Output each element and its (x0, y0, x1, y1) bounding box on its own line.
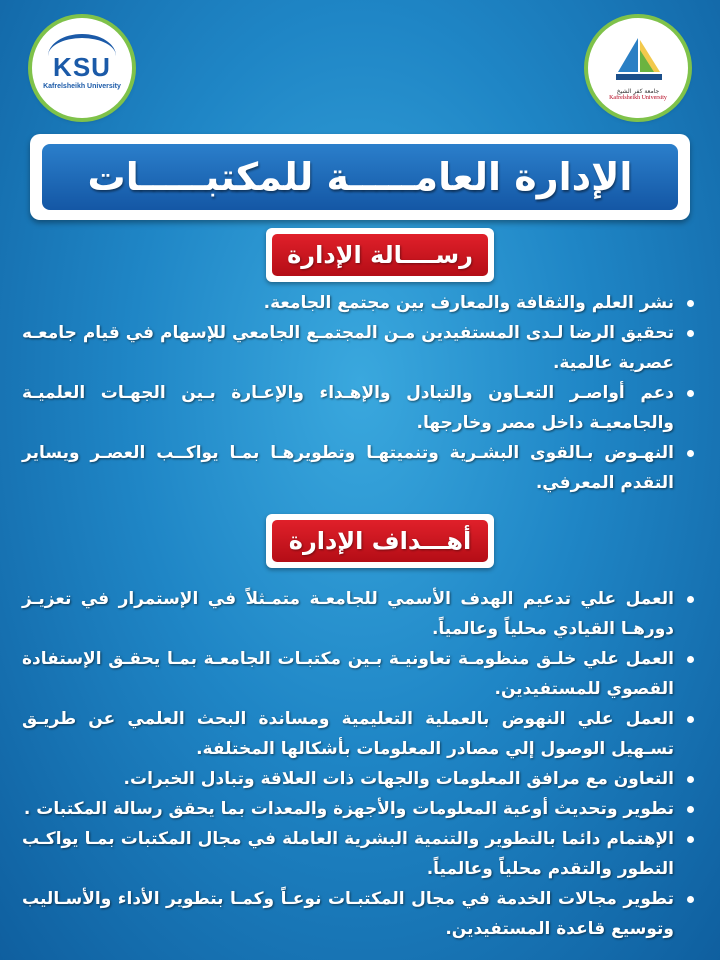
list-item (22, 584, 696, 644)
ksu-swoosh-icon (48, 34, 116, 78)
goal-item-text: تطوير مجالات الخدمة في مجال المكتبـات نوعـاً وكمـا بتطوير الأداء والأسـاليب وتوسيع قاعدة المستفيدين. (22, 889, 674, 939)
list-item (22, 764, 696, 794)
page-title-banner (30, 134, 690, 220)
list-item (22, 318, 696, 378)
goals-heading: أهـــداف الإدارة (272, 520, 488, 562)
bullet-icon (687, 300, 694, 307)
bullet-icon (687, 776, 694, 783)
mission-heading: رســــالة الإدارة (272, 234, 488, 276)
bullet-icon (687, 596, 694, 603)
university-name-arabic: جامعة كفر الشيخ (616, 87, 660, 95)
goal-item-text: الإهتمام دائما بالتطوير والتنمية البشرية العاملة في مجال المكتبات بمـا يواكـب التطور والتقدم محلياً وعالمياً. (22, 829, 674, 879)
mission-item-text: تحقيق الرضا لـدى المستفيدين مـن المجتمـع الجامعي للإسهام في قيام جامعـه عصرية عالمية. (22, 323, 674, 373)
kafrelsheikh-university-logo (588, 18, 688, 118)
goals-heading-badge (266, 514, 494, 568)
bullet-icon (687, 330, 694, 337)
ksu-logo (32, 18, 132, 118)
list-item (22, 378, 696, 438)
mission-item-text: نشر العلم والثقافة والمعارف بين مجتمع الجامعة. (263, 293, 674, 313)
list-item (22, 288, 696, 318)
mission-list (22, 288, 696, 498)
bullet-icon (687, 806, 694, 813)
sailboat-icon (610, 36, 666, 86)
goal-item-text: العمل علي النهوض بالعملية التعليمية ومساندة البحث العلمي عن طريـق تسـهيل الوصول إلي مصادر المعلومات بأشكالها المختلفة. (22, 709, 674, 759)
goal-item-text: تطوير وتحديث أوعية المعلومات والأجهزة والمعدات بما يحقق رسالة المكتبات . (23, 799, 674, 819)
goal-item-text: العمل علي خلـق منظومـة تعاونيـة بـين مكتبـات الجامعـة بمـا يحقـق الإستفادة القصوي للمستفيدين. (22, 649, 674, 699)
list-item (22, 644, 696, 704)
list-item (22, 704, 696, 764)
ksu-logo-mark: KSU (53, 52, 111, 82)
list-item (22, 438, 696, 498)
mission-item-text: دعم أواصـر التعـاون والتبادل والإهـداء والإعـارة بـين الجهـات العلميـة والجامعيـة داخل مصر وخارجها. (22, 383, 674, 433)
goal-item-text: التعاون مع مرافق المعلومات والجهات ذات العلاقة وتبادل الخبرات. (123, 769, 674, 789)
list-item (22, 884, 696, 944)
goals-list (22, 584, 696, 944)
mission-item-text: النهـوض بـالقوى البشـرية وتنميتهـا وتطويرهـا بمـا يواكــب العصـر ويساير التقدم المعرفي. (22, 443, 674, 493)
bullet-icon (687, 716, 694, 723)
list-item (22, 824, 696, 884)
list-item (22, 794, 696, 824)
bullet-icon (687, 836, 694, 843)
ksu-logo-subtitle: Kafrelsheikh University (43, 83, 121, 90)
page-title: الإدارة العامـــــة للمكتبـــــات (42, 144, 678, 210)
bullet-icon (687, 656, 694, 663)
goal-item-text: العمل علي تدعيم الهدف الأسمي للجامعـة متمـثلاً في الإستمرار في تعزيـز دورهـا القيادي محلياً وعالمياً. (22, 589, 674, 639)
mission-heading-badge (266, 228, 494, 282)
bullet-icon (687, 450, 694, 457)
university-name-english: Kafrelsheikh University (609, 94, 667, 101)
bullet-icon (687, 896, 694, 903)
bullet-icon (687, 390, 694, 397)
